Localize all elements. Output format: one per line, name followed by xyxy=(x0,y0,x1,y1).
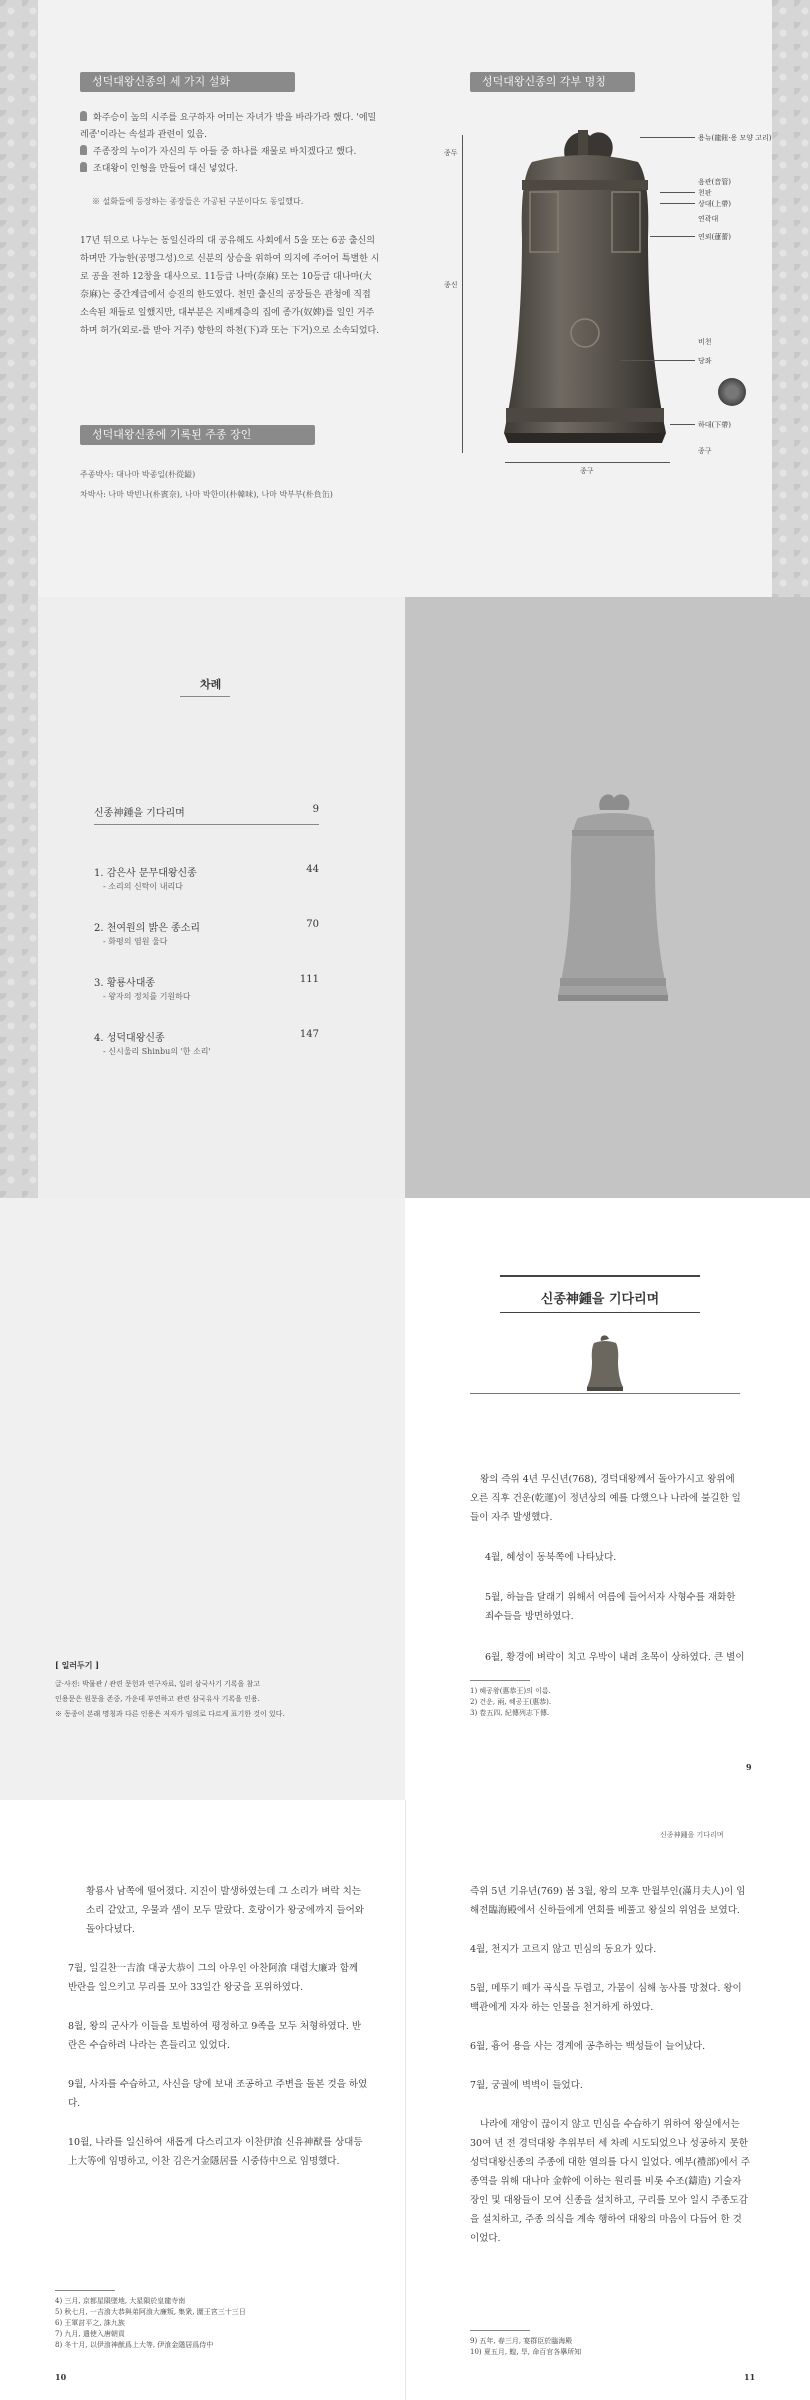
footnote: 1) 혜공왕(惠恭王)의 이름. xyxy=(470,1687,551,1695)
left-text-column xyxy=(68,1882,368,2171)
leader-line xyxy=(640,137,695,138)
bell-bullet-icon xyxy=(80,111,87,121)
toc-page xyxy=(38,597,405,1198)
page-number-left: 10 xyxy=(55,2372,67,2382)
toc-title: 차례 xyxy=(200,678,222,691)
footnote: 10) 夏五月, 蝗, 旱, 命百官各擧所知 xyxy=(470,2348,582,2356)
toc-entry[interactable]: 1. 감은사 문무대왕신종 44 xyxy=(94,864,319,879)
upper-band xyxy=(522,180,648,190)
footnote: 3) 卷五四, 紀傳列志下傳. xyxy=(470,1709,550,1717)
body-paragraph: 나라에 재앙이 끊이지 않고 민심을 수습하기 위하여 왕실에서는 30여 년 전 경덕대왕 추위부터 세 차례 시도되었으나 성공하지 못한 성덕대왕신종의 주종에 대한 열의를 다시 일었다. 예부(禮部)에서 주종역을 위해 대나마 金幹에 이하는 원리를 비롯 수조(鑄造) 기술자 장인 및 대왕들이 모여 신종을 설치하고, 구리를 모아 일시 주종도감을 설치하고, 주종 의식을 계속 행하여 대왕의 마음이 다듬어 한 것이었다. xyxy=(470,2119,750,2244)
legend-list xyxy=(80,110,380,178)
label-top: 천판 xyxy=(698,189,712,197)
running-head: 신종神鍾을 기다리며 xyxy=(660,1831,724,1839)
credit-line: ※ 동종이 본래 명칭과 다른 인용은 저자가 임의로 다르게 표기한 것이 있다. xyxy=(55,1710,285,1718)
left-bracket xyxy=(462,135,463,453)
body-paragraph: 즉위 5년 기유년(769) 봄 3월, 왕의 모후 만월부인(滿月夫人)이 임해전臨海殿에서 신하들에게 연회를 베풀고 왕실의 위엄을 보였다. xyxy=(470,1886,746,1916)
toc-title-rule xyxy=(180,696,230,697)
label-apsara: 비천 xyxy=(698,338,712,346)
footnote: 8) 冬十月, 以伊湌神猷爲上大等, 伊湌金隱居爲侍中 xyxy=(55,2341,214,2349)
body-paragraph: 8월, 왕의 군사가 이들을 토벌하여 평정하고 9족을 모두 처형하였다. 반란은 수습하려 나라는 흔들리고 있었다. xyxy=(68,2021,362,2051)
lower-band xyxy=(506,408,664,422)
label-bottom-mouth: 종구 xyxy=(580,467,594,475)
body-paragraph: 6월, 흉어 용을 사는 경계에 공추하는 백성들이 늘어났다. xyxy=(470,2041,706,2052)
toc-subtitle: - 화평의 염원 울다 xyxy=(103,937,168,946)
leader-line xyxy=(650,236,695,237)
artisan-list xyxy=(80,468,380,502)
footnote: 6) 王軍討平之, 誅九族 xyxy=(55,2319,125,2327)
credit-line: 글·사진: 박물관 / 관련 문헌과 연구자료, 일러 삼국사기 기록을 참고 xyxy=(55,1680,261,1688)
toc-entry[interactable]: 3. 황룡사대종 111 xyxy=(94,974,319,989)
artisans-heading: 성덕대왕신종에 기록된 주종 장인 xyxy=(80,425,315,445)
footnote-list xyxy=(470,1686,740,1719)
label-dragon: 용뉴(龍鈕·용 모양 고리) xyxy=(698,134,772,142)
striking-point-detail xyxy=(718,378,746,406)
footnote: 2) 건운, 兩, 혜공王(惠恭). xyxy=(470,1698,552,1706)
label-tube: 음관(音管) xyxy=(698,178,731,186)
left-border-pattern xyxy=(0,597,38,1198)
footnote: 4) 三月, 京都星隕墜地, 大星隕於皇龍寺南 xyxy=(55,2297,186,2305)
label-body: 종신 xyxy=(444,281,458,289)
toc-entry[interactable]: 신종神鍾을 기다리며 9 xyxy=(94,804,319,819)
label-striking: 당좌 xyxy=(698,357,712,365)
chapter-rule-bottom xyxy=(500,1312,700,1313)
artisan-paragraph: 17년 뒤으로 나누는 동일신라의 대 공유해도 사회에서 5을 또는 6공 출신의 하며만 가능한(공명그성)으로 신분의 상승을 위하여 의지에 주어어 특별한 시 로 공을 전하 12창을 대사으로. 11등급 나마(奈麻) 또는 10등급 대나마(大奈麻)는 중간계급에서 승진의 한도였다. 천민 출신의 공장들은 관청에 직접 소속된 채들로 일했지만, 대부분은 지배계층의 집에 종가(奴婢)를 일인 거주하며 허가(외로-를 받아 거주) 향한의 하천(下)과 또는 下거)으로 소속되었다. xyxy=(80,236,380,336)
faded-bell-image xyxy=(548,790,678,1015)
label-lotus-bud: 연뢰(蓮蕾) xyxy=(698,233,731,241)
bell-diagram xyxy=(470,118,700,483)
toc-entry[interactable]: 2. 천여원의 밝은 종소리 70 xyxy=(94,919,319,934)
toc-subtitle: - 소리의 신탁이 내리다 xyxy=(103,882,183,891)
label-lower-band: 하대(下帶) xyxy=(698,421,731,429)
footnote: 5) 秋七月, 一吉湌大恭與弟阿湌大廉叛, 集衆, 圍王宮三十三日 xyxy=(55,2308,246,2316)
bell-body xyxy=(504,155,666,433)
artisan-item: 주종박사: 대나마 박종일(朴從鎰) xyxy=(80,470,196,479)
chapter-image-rule xyxy=(470,1393,740,1394)
footnote-list xyxy=(55,2296,375,2351)
label-mouth: 종구 xyxy=(698,447,712,455)
leader-line xyxy=(660,192,695,193)
body-paragraph: 5월, 메뚜기 떼가 곡식을 두렵고, 가뭄이 심해 농사를 망쳤다. 왕이 백관에게 자자 하는 인물을 천거하게 하였다. xyxy=(470,1983,742,2013)
body-paragraph: 7월, 궁궐에 벽벽이 들었다. xyxy=(470,2080,583,2091)
label-lotus-band: 연곽대 xyxy=(698,215,719,223)
body-paragraph: 4월, 천지가 고르지 않고 민심의 동요가 있다. xyxy=(470,1944,657,1955)
legend-note: ※ 설화들에 등장하는 종장들은 가공된 구분이다도 동일했다. xyxy=(92,197,304,206)
toc-rule xyxy=(94,824,319,825)
page-number-right: 11 xyxy=(744,2372,756,2382)
chapter-quote: 4월, 혜성이 동북쪽에 나타났다. xyxy=(485,1552,617,1563)
chapter-quote: 5월, 하늘을 달래기 위해서 여름에 들어서자 사형수를 재화한 죄수들을 방면하였다. xyxy=(485,1592,736,1622)
footnote-rule xyxy=(470,2330,530,2331)
chapter-quote: 6월, 황경에 벼락이 치고 우박이 내려 초목이 상하였다. 큰 별이 xyxy=(485,1652,745,1663)
credit-line: 인용문은 원문을 존중, 가운데 부연하고 관련 삼국유사 기록을 인용. xyxy=(55,1695,260,1703)
credit-box xyxy=(55,1660,375,1720)
bottom-bracket xyxy=(505,462,670,463)
legend-item: 화주승이 높의 시주를 요구하자 어미는 자녀가 밖을 바라가라 했다. '에밀레종'이라는 속설과 관련이 있음. xyxy=(80,113,377,140)
toc-entry[interactable]: 4. 성덕대왕신종 147 xyxy=(94,1029,319,1044)
chapter-intro: 왕의 즉위 4년 무신년(768), 경덕대왕께서 돌아가시고 왕위에 오른 직후 건운(乾運)이 정년상의 예를 다했으나 나라에 불길한 일들이 자주 발생했다. xyxy=(470,1474,741,1523)
leader-line xyxy=(670,424,695,425)
bell-bullet-icon xyxy=(80,162,87,172)
credit-title: [ 일러두기 ] xyxy=(55,1660,100,1670)
bell-parts-heading: 성덕대왕신종의 각부 명칭 xyxy=(470,72,635,92)
footnote-list xyxy=(470,2336,750,2358)
footnote-rule xyxy=(470,1680,530,1681)
footnote: 7) 九月, 遣使入唐朝貢 xyxy=(55,2330,125,2338)
body-paragraph: 9월, 사자를 수습하고, 사신을 당에 보내 조공하고 주변을 돌본 것을 하였다. xyxy=(68,2079,368,2109)
label-head: 종두 xyxy=(444,149,458,157)
chapter-title: 신종神鍾을 기다리며 xyxy=(540,1292,660,1307)
body-paragraph: 10월, 나라를 일신하여 새롭게 다스리고자 이찬伊湌 신유神猷를 상대등上大等에 임명하고, 이찬 김은거金隱居를 시중侍中으로 임명했다. xyxy=(68,2137,363,2167)
footnote-rule xyxy=(55,2290,115,2291)
footnote: 9) 五年, 春三月, 宴群臣於臨海殿 xyxy=(470,2337,573,2345)
toc-subtitle: - 왕자의 정치를 기원하다 xyxy=(103,992,191,1001)
left-border-pattern xyxy=(0,0,38,597)
body-paragraph: 황룡사 남쪽에 떨어졌다. 지진이 발생하였는데 그 소리가 벼락 치는 소리 같았고, 우물과 샘이 모두 말랐다. 호랑이가 왕궁에까지 들어와 돌아다녔다. xyxy=(86,1886,364,1935)
chapter-bell-image xyxy=(585,1335,625,1393)
legend-item: 주종장의 누이가 자신의 두 아들 중 하나를 재물로 바치겠다고 했다. xyxy=(80,144,380,161)
three-legends-heading: 성덕대왕신종의 세 가지 설화 xyxy=(80,72,295,92)
body-paragraph: 7월, 일길찬一吉湌 대공大恭이 그의 아우인 아찬阿湌 대렴大廉과 함께 반란을 일으키고 무리를 모아 33일간 왕궁을 포위하였다. xyxy=(68,1963,359,1993)
right-border-pattern xyxy=(772,0,810,597)
right-text-column xyxy=(470,1882,750,2248)
leader-line xyxy=(660,203,695,204)
label-upper-band: 상대(上帶) xyxy=(698,200,731,208)
leader-line xyxy=(620,360,695,361)
legend-item: 조대왕이 인형을 만들어 대신 넣었다. xyxy=(80,161,380,178)
chapter-rule-top xyxy=(500,1275,700,1277)
page-number: 9 xyxy=(746,1762,752,1772)
bell-bullet-icon xyxy=(80,145,87,155)
artisan-item: 차박사: 나마 박빈나(朴賓奈), 나마 박한미(朴韓味), 나마 박부부(朴負缶) xyxy=(80,490,333,499)
toc-subtitle: - 신시울리 Shinbu의 '한 소리' xyxy=(103,1047,211,1056)
